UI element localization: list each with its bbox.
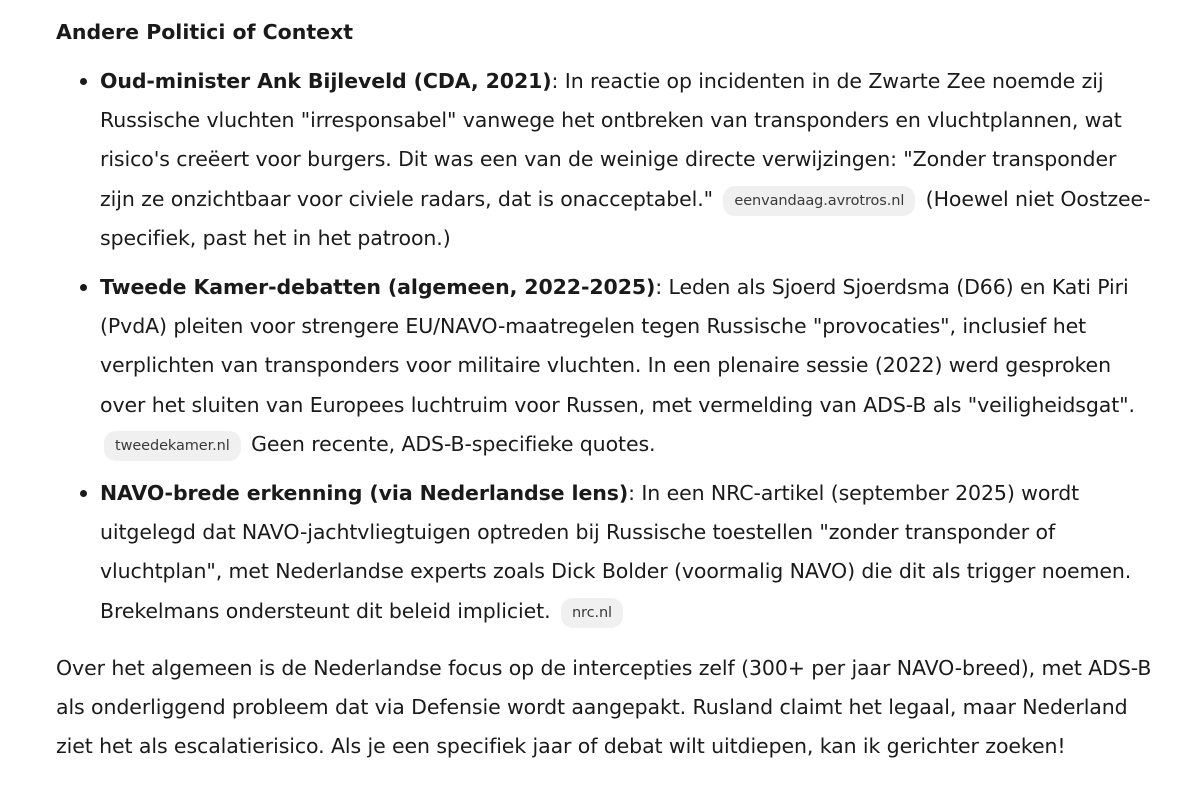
- bullet-dot-icon: [80, 284, 87, 291]
- item-title: Oud-minister Ank Bijleveld (CDA, 2021): [100, 69, 552, 93]
- item-text: : In een NRC-artikel (september 2025) wordt uitgelegd dat NAVO-jachtvliegtuigen optreden bij Russische toestellen "zonder transponder of vluchtplan", met Nederlandse experts zoals Dick Bolder (voormalig NAVO) die dit als trigger noemen. Brekelmans ondersteunt dit beleid impliciet.: [100, 481, 1132, 623]
- item-text-after: Geen recente, ADS-B-specifieke quotes.: [251, 431, 656, 456]
- item-text: : In reactie op incidenten in de Zwarte Zee noemde zij Russische vluchten "irresponsabel" vanwege het ontbreken van transponders en vluchtplannen, wat risico's creëert voor burgers. Dit was een van de weinige directe verwijzingen: "Zonder transponder zijn ze onzichtbaar voor civiele radars, dat is onacceptabel.": [100, 69, 1122, 211]
- bullet-dot-icon: [80, 78, 87, 85]
- item-text-after: (Hoewel niet Oostzee-specifiek, past het in het patroon.): [100, 186, 1151, 250]
- source-link[interactable]: tweedekamer.nl: [104, 431, 241, 461]
- list-item: [56, 62, 1156, 258]
- item-text: : Leden als Sjoerd Sjoerdsma (D66) en Kati Piri (PvdA) pleiten voor strengere EU/NAVO-maatregelen tegen Russische "provocaties", inclusief het verplichten van transponders voor militaire vluchten. In een plenaire sessie (2022) werd gesproken over het sluiten van Europees luchtruim voor Russen, met vermelding van ADS-B als "veiligheidsgat".: [100, 275, 1135, 417]
- section-heading: Andere Politici of Context: [56, 20, 354, 44]
- item-title: Tweede Kamer-debatten (algemeen, 2022-2025): [100, 275, 656, 300]
- list-item: [56, 268, 1156, 464]
- bullet-dot-icon: [80, 490, 87, 497]
- response-content: [56, 16, 1156, 766]
- bullet-list: [56, 62, 1156, 631]
- summary-paragraph: Over het algemeen is de Nederlandse focus op de intercepties zelf (300+ per jaar NAVO-breed), met ADS-B als onderliggend probleem dat via Defensie wordt aangepakt. Rusland claimt het legaal, maar Nederland ziet het als escalatierisico. Als je een specifiek jaar of debat wilt uitdiepen, kan ik gerichter zoeken!: [56, 655, 1152, 759]
- source-link[interactable]: eenvandaag.avrotros.nl: [723, 186, 915, 216]
- list-item: [56, 474, 1156, 631]
- item-title: NAVO-brede erkenning (via Nederlandse lens): [100, 481, 629, 506]
- source-link[interactable]: nrc.nl: [561, 598, 623, 628]
